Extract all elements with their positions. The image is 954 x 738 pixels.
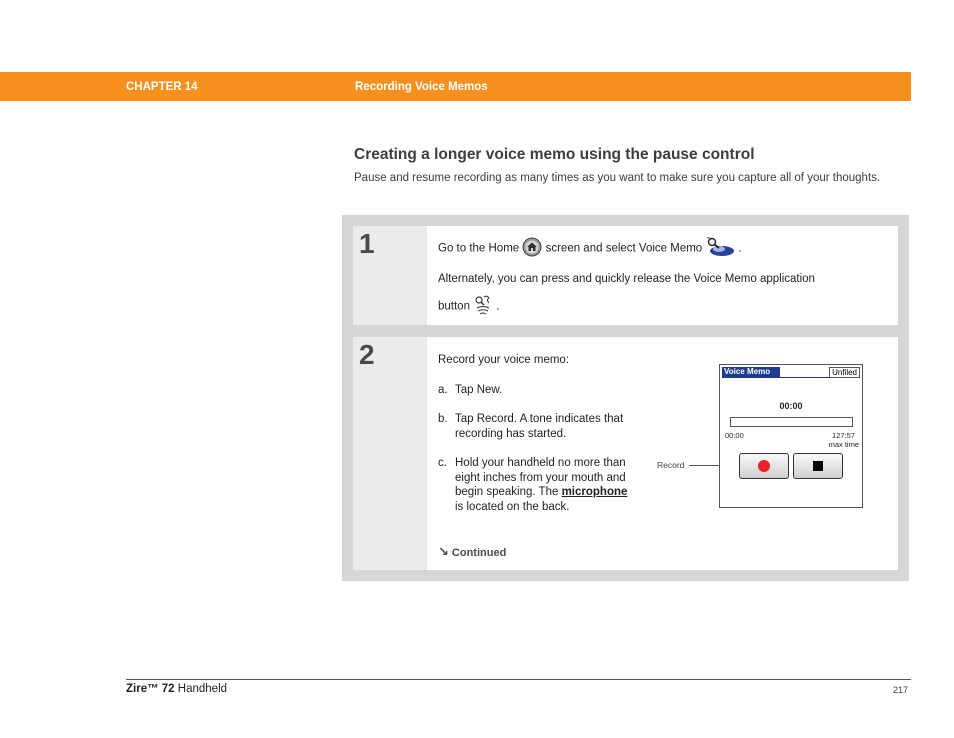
max-time-label: max time (828, 440, 859, 449)
step-number: 1 (359, 228, 375, 259)
footer-divider (126, 679, 911, 680)
voice-memo-screen (719, 364, 863, 508)
step-1-line-2: Alternately, you can press and quickly release the Voice Memo application (438, 273, 815, 285)
step-1 (353, 226, 898, 325)
home-icon (522, 237, 542, 260)
product-name: Zire™ 72 (126, 683, 175, 695)
step-1-text-button: button (438, 300, 470, 313)
voice-memo-button-icon (473, 294, 493, 319)
substep-c-text-after: is located on the back. (455, 500, 570, 513)
record-icon (758, 460, 770, 472)
substep-text: Tap New. (455, 384, 503, 396)
record-button[interactable] (739, 453, 789, 479)
step-2 (353, 337, 898, 570)
record-callout-label: Record (657, 460, 685, 470)
continued-link[interactable] (438, 544, 506, 560)
chapter-title: Recording Voice Memos (355, 81, 488, 93)
substep-text (455, 456, 635, 514)
step-1-text-b: screen and select Voice Memo (545, 242, 703, 255)
step-number-column (353, 337, 427, 570)
steps-box (342, 215, 909, 581)
step-1-text-a: Go to the Home (438, 242, 520, 255)
page-number: 217 (893, 685, 909, 695)
step-1-line-3 (438, 294, 500, 319)
product-suffix: Handheld (177, 683, 228, 695)
elapsed-time: 00:00 (779, 401, 803, 411)
chapter-header-bar (0, 72, 911, 101)
voice-memo-title: Voice Memo (722, 367, 780, 377)
category-selector[interactable]: Unfiled (829, 367, 860, 378)
step-1-line-1 (438, 236, 742, 261)
start-time: 00:00 (725, 431, 744, 440)
step-1-text-c: . (738, 242, 742, 255)
voice-memo-icon (705, 236, 735, 261)
footer-product (126, 683, 227, 695)
step-1-text-period: . (496, 300, 500, 313)
continued-label: Continued (451, 547, 507, 559)
arrow-down-right-icon: ↘ (438, 544, 449, 559)
recording-progress-bar (730, 417, 853, 427)
section-title: Creating a longer voice memo using the pause control (354, 146, 755, 163)
step-2-intro: Record your voice memo: (438, 354, 570, 366)
substep-c-text-before: Hold your handheld no more than eight inches from your mouth and begin speaking. The (455, 457, 626, 498)
substep-letter: a. (438, 384, 448, 396)
substep-letter: b. (438, 413, 448, 425)
step-number-column (353, 226, 427, 325)
substep-letter: c. (438, 457, 447, 469)
stop-icon (813, 461, 823, 471)
microphone-link[interactable]: microphone (561, 486, 628, 498)
substep-text: Tap Record. A tone indicates that recording has started. (455, 413, 624, 440)
stop-button[interactable] (793, 453, 843, 479)
max-time-value: 127:57 (832, 431, 855, 440)
chapter-number: CHAPTER 14 (126, 81, 198, 93)
section-intro: Pause and resume recording as many times as you want to make sure you capture all of your thoughts. (354, 172, 881, 184)
step-number: 2 (359, 339, 375, 370)
